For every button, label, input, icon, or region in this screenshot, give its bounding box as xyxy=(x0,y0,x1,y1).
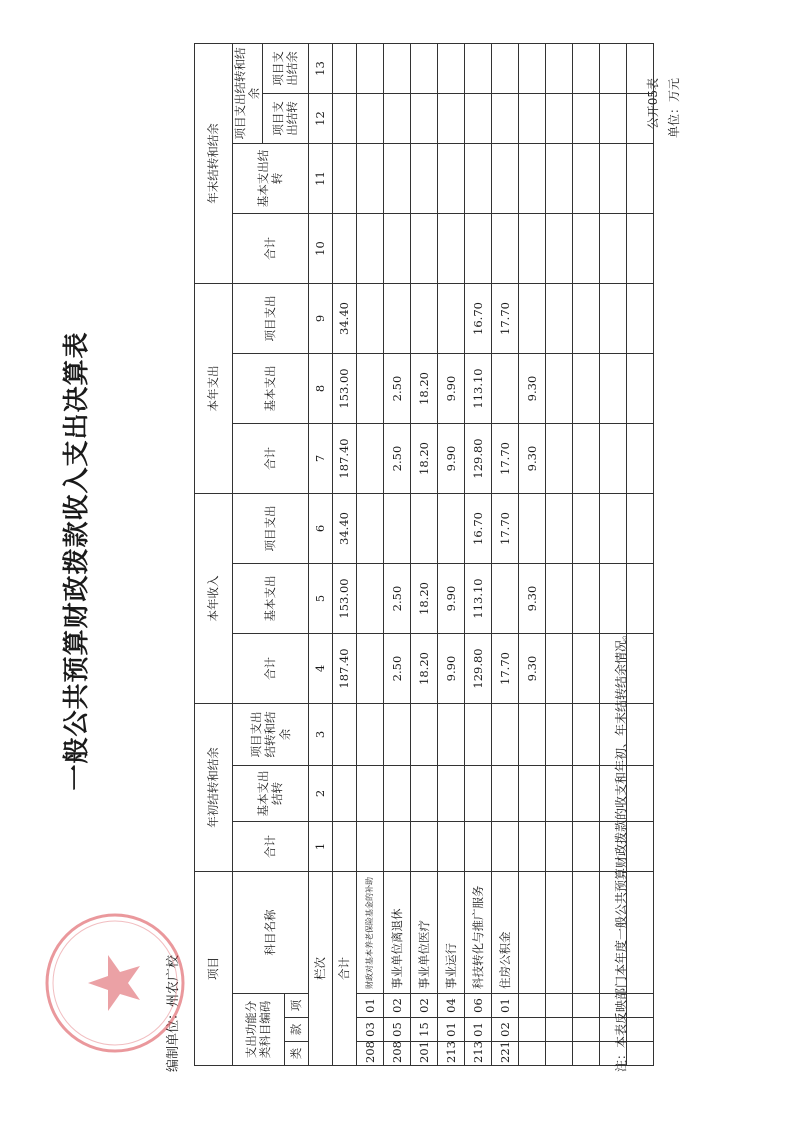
row-income-basic xyxy=(626,564,653,634)
row-end-proj-surplus xyxy=(599,44,626,94)
row-lei xyxy=(572,1042,599,1066)
row-end-total xyxy=(572,214,599,284)
row-lei: 213 xyxy=(437,1042,464,1066)
row-income-proj xyxy=(383,494,410,564)
row-subject-name xyxy=(626,872,653,994)
row-lei xyxy=(626,1042,653,1066)
row-xiang: 01 xyxy=(491,994,518,1018)
row-end-proj-carry xyxy=(383,94,410,144)
row-income-total: 129.80 xyxy=(464,634,491,704)
row-kuan: 02 xyxy=(491,1018,518,1042)
header-begin: 年初结转和结余 xyxy=(195,704,233,872)
row-end-basic xyxy=(464,144,491,214)
row-expense-proj xyxy=(518,284,545,354)
row-expense-basic xyxy=(545,354,572,424)
row-expense-proj xyxy=(383,284,410,354)
row-end-basic xyxy=(518,144,545,214)
row-income-basic xyxy=(572,564,599,634)
row-end-proj-carry xyxy=(464,94,491,144)
row-end-proj-surplus xyxy=(572,44,599,94)
col-number: 1 xyxy=(308,822,332,872)
row-expense-proj: 17.70 xyxy=(491,284,518,354)
header-end-proj-surplus: 项目支出结余 xyxy=(262,44,308,94)
row-expense-basic xyxy=(599,354,626,424)
header-subject-name: 科目名称 xyxy=(233,872,309,994)
row-income-total: 17.70 xyxy=(491,634,518,704)
col-number: 13 xyxy=(308,44,332,94)
row-end-proj-carry xyxy=(626,94,653,144)
row-income-basic: 9.90 xyxy=(437,564,464,634)
row-end-basic xyxy=(599,144,626,214)
row-income-total xyxy=(626,634,653,704)
row-begin-basic xyxy=(518,766,545,822)
header-row-1 xyxy=(195,44,233,1066)
row-end-proj-carry xyxy=(437,94,464,144)
header-xiang: 项 xyxy=(284,994,308,1018)
row-xiang: 01 xyxy=(356,994,383,1018)
row-expense-proj xyxy=(599,284,626,354)
total-begin-basic xyxy=(332,766,356,822)
row-income-basic xyxy=(545,564,572,634)
row-income-total: 18.20 xyxy=(410,634,437,704)
header-lei: 类 xyxy=(284,1042,308,1066)
row-begin-total xyxy=(410,822,437,872)
row-end-proj-surplus xyxy=(437,44,464,94)
row-end-basic xyxy=(356,144,383,214)
row-expense-total xyxy=(356,424,383,494)
row-expense-basic: 2.50 xyxy=(383,354,410,424)
table-row xyxy=(383,44,410,1066)
row-end-proj-carry xyxy=(518,94,545,144)
row-end-proj-carry xyxy=(545,94,572,144)
row-end-basic xyxy=(626,144,653,214)
header-expense: 本年支出 xyxy=(195,284,233,494)
row-expense-proj: 16.70 xyxy=(464,284,491,354)
total-end-proj-carry xyxy=(332,94,356,144)
row-end-total xyxy=(437,214,464,284)
row-end-basic xyxy=(383,144,410,214)
row-begin-basic xyxy=(626,766,653,822)
row-end-proj-carry xyxy=(491,94,518,144)
row-income-proj xyxy=(599,494,626,564)
total-end-total xyxy=(332,214,356,284)
header-income-total: 合计 xyxy=(233,634,309,704)
table-row xyxy=(491,44,518,1066)
row-income-basic: 113.10 xyxy=(464,564,491,634)
row-expense-total xyxy=(626,424,653,494)
official-seal-icon xyxy=(40,908,190,1058)
row-kuan: 03 xyxy=(356,1018,383,1042)
col-number: 7 xyxy=(308,424,332,494)
row-expense-basic: 9.30 xyxy=(518,354,545,424)
row-expense-total xyxy=(599,424,626,494)
page-title: 一般公共预算财政拨款收入支出决算表 xyxy=(62,331,92,791)
table-row xyxy=(410,44,437,1066)
row-begin-proj xyxy=(356,704,383,766)
row-begin-total xyxy=(383,822,410,872)
row-income-total: 2.50 xyxy=(383,634,410,704)
total-end-proj-surplus xyxy=(332,44,356,94)
row-lei: 208 xyxy=(383,1042,410,1066)
row-expense-total: 2.50 xyxy=(383,424,410,494)
row-subject-name: 事业单位离退休 xyxy=(383,872,410,994)
row-end-basic xyxy=(410,144,437,214)
row-income-proj xyxy=(572,494,599,564)
col-number: 2 xyxy=(308,766,332,822)
col-number: 3 xyxy=(308,704,332,766)
row-begin-proj xyxy=(626,704,653,766)
row-xiang xyxy=(626,994,653,1018)
total-income-proj: 34.40 xyxy=(332,494,356,564)
row-begin-basic xyxy=(545,766,572,822)
row-xiang: 06 xyxy=(464,994,491,1018)
row-income-basic xyxy=(491,564,518,634)
row-end-total xyxy=(599,214,626,284)
row-income-proj xyxy=(545,494,572,564)
row-end-total xyxy=(464,214,491,284)
row-expense-basic: 18.20 xyxy=(410,354,437,424)
row-begin-total xyxy=(356,822,383,872)
row-end-proj-surplus xyxy=(383,44,410,94)
row-subject-name xyxy=(518,872,545,994)
table-row xyxy=(626,44,653,1066)
row-begin-basic xyxy=(383,766,410,822)
row-end-total xyxy=(518,214,545,284)
row-end-basic xyxy=(437,144,464,214)
header-begin-proj: 项目支出结转和结余 xyxy=(233,704,309,766)
header-income: 本年收入 xyxy=(195,494,233,704)
col-number: 4 xyxy=(308,634,332,704)
row-kuan xyxy=(626,1018,653,1042)
row-begin-proj xyxy=(545,704,572,766)
col-number: 10 xyxy=(308,214,332,284)
row-kuan xyxy=(518,1018,545,1042)
row-income-proj xyxy=(518,494,545,564)
row-begin-total xyxy=(464,822,491,872)
row-lei: 208 xyxy=(356,1042,383,1066)
header-project: 项目 xyxy=(195,872,233,1066)
row-subject-name: 事业运行 xyxy=(437,872,464,994)
col-number: 11 xyxy=(308,144,332,214)
total-row xyxy=(332,44,356,1066)
row-kuan xyxy=(545,1018,572,1042)
org-value: 州农广校 xyxy=(166,954,181,1007)
row-expense-total: 9.30 xyxy=(518,424,545,494)
row-begin-proj xyxy=(572,704,599,766)
total-end-basic xyxy=(332,144,356,214)
row-end-proj-surplus xyxy=(356,44,383,94)
row-end-total xyxy=(626,214,653,284)
row-begin-proj xyxy=(437,704,464,766)
row-end-total xyxy=(410,214,437,284)
row-begin-proj xyxy=(410,704,437,766)
row-income-proj: 16.70 xyxy=(464,494,491,564)
row-begin-proj xyxy=(518,704,545,766)
header-kuan: 款 xyxy=(284,1018,308,1042)
total-label: 合计 xyxy=(332,872,356,1066)
row-end-proj-surplus xyxy=(518,44,545,94)
unit-value: 万元 xyxy=(667,78,681,103)
table-row xyxy=(356,44,383,1066)
row-xiang: 02 xyxy=(383,994,410,1018)
row-xiang xyxy=(572,994,599,1018)
row-expense-proj xyxy=(410,284,437,354)
row-begin-basic xyxy=(356,766,383,822)
row-begin-total xyxy=(545,822,572,872)
header-expense-total: 合计 xyxy=(233,424,309,494)
col-number: 8 xyxy=(308,354,332,424)
total-expense-basic: 153.00 xyxy=(332,354,356,424)
table-row xyxy=(545,44,572,1066)
row-income-proj: 17.70 xyxy=(491,494,518,564)
row-expense-basic: 113.10 xyxy=(464,354,491,424)
row-expense-basic xyxy=(356,354,383,424)
total-income-basic: 153.00 xyxy=(332,564,356,634)
row-lei: 201 xyxy=(410,1042,437,1066)
row-income-total: 9.90 xyxy=(437,634,464,704)
header-income-basic: 基本支出 xyxy=(233,564,309,634)
row-begin-basic xyxy=(410,766,437,822)
row-end-proj-surplus xyxy=(545,44,572,94)
row-xiang: 02 xyxy=(410,994,437,1018)
row-begin-total xyxy=(572,822,599,872)
row-lei: 213 xyxy=(464,1042,491,1066)
row-expense-proj xyxy=(545,284,572,354)
row-subject-name xyxy=(545,872,572,994)
total-begin-proj xyxy=(332,704,356,766)
row-end-basic xyxy=(491,144,518,214)
row-income-basic xyxy=(356,564,383,634)
header-row-2 xyxy=(233,44,263,1066)
header-begin-total: 合计 xyxy=(233,822,309,872)
row-expense-proj xyxy=(626,284,653,354)
row-begin-proj xyxy=(464,704,491,766)
row-end-proj-surplus xyxy=(491,44,518,94)
row-expense-total: 129.80 xyxy=(464,424,491,494)
row-kuan: 01 xyxy=(464,1018,491,1042)
row-end-total xyxy=(356,214,383,284)
row-income-total xyxy=(356,634,383,704)
row-subject-name: 财政对基本养老保险基金的补助 xyxy=(356,872,383,994)
form-code: 公开05表 xyxy=(646,78,660,130)
row-end-proj-carry xyxy=(599,94,626,144)
row-subject-name xyxy=(572,872,599,994)
row-end-proj-surplus xyxy=(410,44,437,94)
total-income-total: 187.40 xyxy=(332,634,356,704)
row-expense-basic xyxy=(626,354,653,424)
row-begin-proj xyxy=(383,704,410,766)
header-income-proj: 项目支出 xyxy=(233,494,309,564)
row-begin-basic xyxy=(464,766,491,822)
row-lei xyxy=(545,1042,572,1066)
table-row xyxy=(437,44,464,1066)
row-end-proj-carry xyxy=(410,94,437,144)
col-number: 9 xyxy=(308,284,332,354)
table-row xyxy=(464,44,491,1066)
row-income-basic: 9.30 xyxy=(518,564,545,634)
header-begin-basic: 基本支出结转 xyxy=(233,766,309,822)
row-kuan: 01 xyxy=(437,1018,464,1042)
row-subject-name: 住房公积金 xyxy=(491,872,518,994)
row-lei xyxy=(518,1042,545,1066)
row-income-total xyxy=(572,634,599,704)
total-expense-proj: 34.40 xyxy=(332,284,356,354)
row-begin-total xyxy=(491,822,518,872)
row-expense-total xyxy=(545,424,572,494)
row-income-basic: 2.50 xyxy=(383,564,410,634)
row-end-proj-surplus xyxy=(464,44,491,94)
lanci-row xyxy=(308,44,332,1066)
row-expense-basic: 9.90 xyxy=(437,354,464,424)
row-expense-proj xyxy=(572,284,599,354)
row-income-total xyxy=(545,634,572,704)
row-income-proj xyxy=(626,494,653,564)
header-expense-proj: 项目支出 xyxy=(233,284,309,354)
row-income-proj xyxy=(410,494,437,564)
header-end: 年末结转和结余 xyxy=(195,44,233,284)
row-begin-proj xyxy=(491,704,518,766)
header-end-total: 合计 xyxy=(233,214,309,284)
footnote-label: 注： xyxy=(614,1047,628,1072)
row-subject-name: 科技转化与推广服务 xyxy=(464,872,491,994)
header-func-code: 支出功能分类科目编码 xyxy=(233,994,285,1066)
row-end-proj-carry xyxy=(356,94,383,144)
org-label: 编制单位： xyxy=(166,1006,181,1072)
row-begin-total xyxy=(437,822,464,872)
footnote xyxy=(612,628,629,1072)
header-end-proj: 项目支出结转和结余 xyxy=(233,44,263,144)
row-income-proj xyxy=(356,494,383,564)
total-expense-total: 187.40 xyxy=(332,424,356,494)
row-income-total: 9.30 xyxy=(518,634,545,704)
col-number: 6 xyxy=(308,494,332,564)
table-row xyxy=(518,44,545,1066)
header-end-basic: 基本支出结转 xyxy=(233,144,309,214)
lanci-label: 栏次 xyxy=(308,872,332,1066)
col-number: 12 xyxy=(308,94,332,144)
row-begin-basic xyxy=(572,766,599,822)
data-rows xyxy=(356,44,653,1066)
budget-table xyxy=(194,43,654,1066)
row-end-total xyxy=(545,214,572,284)
row-income-proj xyxy=(437,494,464,564)
row-end-proj-carry xyxy=(572,94,599,144)
row-begin-basic xyxy=(491,766,518,822)
row-kuan xyxy=(572,1018,599,1042)
row-xiang xyxy=(545,994,572,1018)
row-end-total xyxy=(491,214,518,284)
row-expense-basic xyxy=(491,354,518,424)
row-end-proj-surplus xyxy=(626,44,653,94)
row-begin-total xyxy=(518,822,545,872)
row-begin-basic xyxy=(437,766,464,822)
total-begin-total xyxy=(332,822,356,872)
row-income-basic xyxy=(599,564,626,634)
row-subject-name: 事业单位医疗 xyxy=(410,872,437,994)
row-kuan: 05 xyxy=(383,1018,410,1042)
row-lei: 221 xyxy=(491,1042,518,1066)
row-expense-proj xyxy=(356,284,383,354)
col-number: 5 xyxy=(308,564,332,634)
row-end-basic xyxy=(545,144,572,214)
row-expense-total: 17.70 xyxy=(491,424,518,494)
row-end-total xyxy=(383,214,410,284)
row-end-basic xyxy=(572,144,599,214)
unit-label: 单位： xyxy=(667,102,681,139)
row-income-basic: 18.20 xyxy=(410,564,437,634)
row-xiang xyxy=(518,994,545,1018)
unit-line xyxy=(665,78,682,138)
header-expense-basic: 基本支出 xyxy=(233,354,309,424)
row-expense-basic xyxy=(572,354,599,424)
row-expense-total: 18.20 xyxy=(410,424,437,494)
row-kuan: 15 xyxy=(410,1018,437,1042)
row-expense-total xyxy=(572,424,599,494)
row-xiang: 04 xyxy=(437,994,464,1018)
table-row xyxy=(572,44,599,1066)
row-expense-total: 9.90 xyxy=(437,424,464,494)
row-begin-total xyxy=(626,822,653,872)
header-end-proj-carry: 项目支出结转 xyxy=(262,94,308,144)
footnote-text: 本表反映部门本年度一般公共预算财政拨款的收支和年初、年末结转结余情况。 xyxy=(614,627,628,1048)
row-expense-proj xyxy=(437,284,464,354)
